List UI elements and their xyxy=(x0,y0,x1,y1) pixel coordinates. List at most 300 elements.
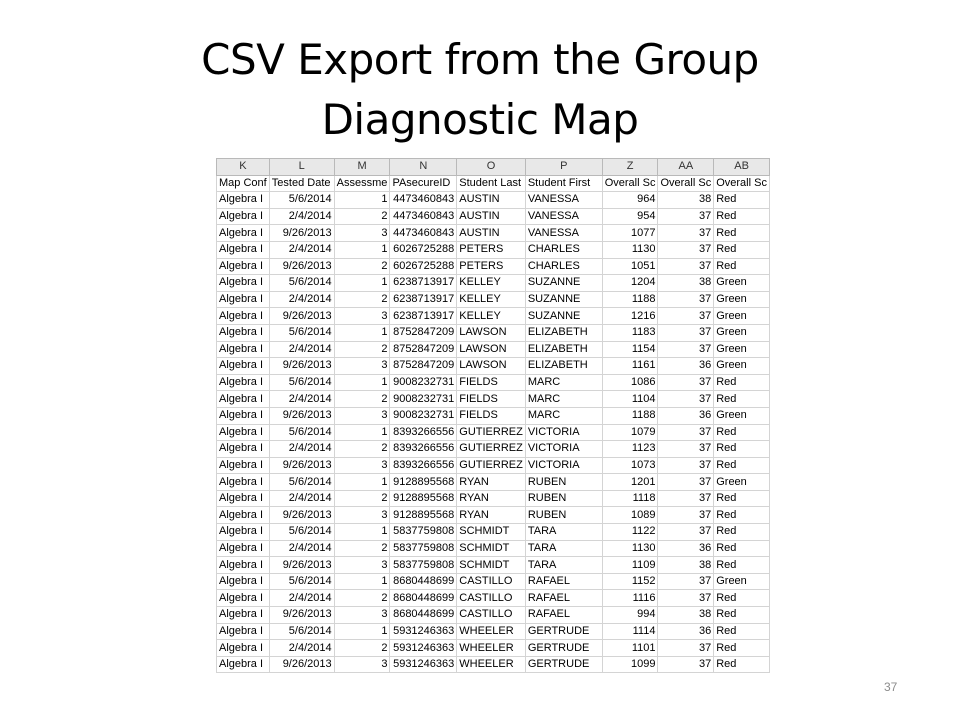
table-cell: Red xyxy=(714,640,770,657)
table-cell: PETERS xyxy=(457,258,526,275)
table-cell: 8393266556 xyxy=(390,441,457,458)
table-cell: 2 xyxy=(334,208,390,225)
table-cell: 9008232731 xyxy=(390,391,457,408)
table-cell: VANESSA xyxy=(525,225,602,242)
table-cell: 1122 xyxy=(602,524,658,541)
table-cell: 1114 xyxy=(602,623,658,640)
table-row xyxy=(217,507,770,524)
table-cell: 4473460843 xyxy=(390,192,457,209)
table-cell: Algebra I xyxy=(217,258,270,275)
table-cell: VICTORIA xyxy=(525,424,602,441)
table-cell: 38 xyxy=(658,557,714,574)
table-cell: 1152 xyxy=(602,573,658,590)
table-cell: WHEELER xyxy=(457,640,526,657)
table-cell: 9/26/2013 xyxy=(269,358,334,375)
column-letter-row xyxy=(217,159,770,176)
table-cell: CASTILLO xyxy=(457,607,526,624)
table-cell: RYAN xyxy=(457,507,526,524)
table-row xyxy=(217,291,770,308)
table-cell: 5/6/2014 xyxy=(269,374,334,391)
table-cell: Algebra I xyxy=(217,424,270,441)
table-cell: 1188 xyxy=(602,407,658,424)
table-cell: 9008232731 xyxy=(390,407,457,424)
table-cell: Green xyxy=(714,291,770,308)
table-cell: 1118 xyxy=(602,490,658,507)
table-row xyxy=(217,424,770,441)
table-cell: RYAN xyxy=(457,490,526,507)
table-cell: 2/4/2014 xyxy=(269,291,334,308)
table-cell: AUSTIN xyxy=(457,208,526,225)
table-cell: 9/26/2013 xyxy=(269,607,334,624)
table-cell: 1154 xyxy=(602,341,658,358)
table-cell: Red xyxy=(714,607,770,624)
table-cell: SUZANNE xyxy=(525,308,602,325)
table-cell: GERTRUDE xyxy=(525,640,602,657)
table-cell: Red xyxy=(714,424,770,441)
table-cell: Red xyxy=(714,590,770,607)
table-cell: Algebra I xyxy=(217,407,270,424)
table-cell: MARC xyxy=(525,374,602,391)
table-cell: Green xyxy=(714,308,770,325)
table-cell: 5931246363 xyxy=(390,656,457,673)
table-cell: KELLEY xyxy=(457,308,526,325)
table-cell: 2/4/2014 xyxy=(269,241,334,258)
header-cell: Tested Date xyxy=(269,175,334,192)
table-cell: 2 xyxy=(334,590,390,607)
table-cell: 37 xyxy=(658,524,714,541)
table-cell: GERTRUDE xyxy=(525,656,602,673)
table-cell: VICTORIA xyxy=(525,457,602,474)
table-cell: 37 xyxy=(658,474,714,491)
table-cell: 1109 xyxy=(602,557,658,574)
table-cell: FIELDS xyxy=(457,407,526,424)
table-row xyxy=(217,457,770,474)
table-cell: ELIZABETH xyxy=(525,358,602,375)
table-cell: 38 xyxy=(658,275,714,292)
table-row xyxy=(217,208,770,225)
table-cell: 5837759808 xyxy=(390,557,457,574)
table-cell: Algebra I xyxy=(217,474,270,491)
table-cell: 2/4/2014 xyxy=(269,640,334,657)
table-cell: 3 xyxy=(334,308,390,325)
table-cell: 5931246363 xyxy=(390,623,457,640)
table-cell: 37 xyxy=(658,341,714,358)
table-cell: 954 xyxy=(602,208,658,225)
table-cell: 1 xyxy=(334,324,390,341)
table-cell: Red xyxy=(714,490,770,507)
column-letter-l: L xyxy=(269,159,334,176)
table-cell: 2 xyxy=(334,341,390,358)
table-cell: 3 xyxy=(334,507,390,524)
table-row xyxy=(217,590,770,607)
table-cell: 1216 xyxy=(602,308,658,325)
table-cell: 8752847209 xyxy=(390,358,457,375)
table-cell: 1089 xyxy=(602,507,658,524)
table-cell: 37 xyxy=(658,308,714,325)
table-cell: 9128895568 xyxy=(390,490,457,507)
table-cell: Red xyxy=(714,441,770,458)
table-row xyxy=(217,192,770,209)
table-cell: Algebra I xyxy=(217,308,270,325)
table-row xyxy=(217,540,770,557)
slide-title xyxy=(0,30,960,150)
table-cell: 9/26/2013 xyxy=(269,225,334,242)
table-cell: 1 xyxy=(334,192,390,209)
table-cell: 9128895568 xyxy=(390,474,457,491)
table-cell: 6238713917 xyxy=(390,291,457,308)
table-row xyxy=(217,258,770,275)
table-cell: 1104 xyxy=(602,391,658,408)
table-cell: 3 xyxy=(334,457,390,474)
table-cell: 1086 xyxy=(602,374,658,391)
table-cell: WHEELER xyxy=(457,656,526,673)
table-cell: 37 xyxy=(658,424,714,441)
column-letter-m: M xyxy=(334,159,390,176)
table-cell: AUSTIN xyxy=(457,225,526,242)
table-cell: 6026725288 xyxy=(390,241,457,258)
table-cell: 3 xyxy=(334,607,390,624)
table-cell: 9/26/2013 xyxy=(269,407,334,424)
table-cell: 9/26/2013 xyxy=(269,457,334,474)
table-cell: 8752847209 xyxy=(390,324,457,341)
table-row xyxy=(217,573,770,590)
table-cell: SCHMIDT xyxy=(457,557,526,574)
table-cell: 37 xyxy=(658,391,714,408)
table-cell: Algebra I xyxy=(217,540,270,557)
table-cell: TARA xyxy=(525,524,602,541)
table-cell: VANESSA xyxy=(525,208,602,225)
table-cell: 9/26/2013 xyxy=(269,557,334,574)
table-cell: 9/26/2013 xyxy=(269,656,334,673)
table-cell: ELIZABETH xyxy=(525,341,602,358)
table-cell: CHARLES xyxy=(525,241,602,258)
table-cell: SUZANNE xyxy=(525,275,602,292)
column-letter-o: O xyxy=(457,159,526,176)
table-cell: MARC xyxy=(525,391,602,408)
table-cell: 964 xyxy=(602,192,658,209)
table-cell: Algebra I xyxy=(217,225,270,242)
table-cell: 3 xyxy=(334,557,390,574)
table-cell: 1 xyxy=(334,275,390,292)
table-cell: 1077 xyxy=(602,225,658,242)
table-cell: 2 xyxy=(334,391,390,408)
table-cell: 5931246363 xyxy=(390,640,457,657)
table-cell: Red xyxy=(714,241,770,258)
table-cell: ELIZABETH xyxy=(525,324,602,341)
table-cell: LAWSON xyxy=(457,324,526,341)
table-row xyxy=(217,241,770,258)
table-cell: PETERS xyxy=(457,241,526,258)
table-row xyxy=(217,225,770,242)
table-cell: 1123 xyxy=(602,441,658,458)
table-cell: 1 xyxy=(334,241,390,258)
column-letter-n: N xyxy=(390,159,457,176)
table-cell: 2/4/2014 xyxy=(269,341,334,358)
header-cell: Assessme xyxy=(334,175,390,192)
table-cell: Red xyxy=(714,391,770,408)
table-row xyxy=(217,607,770,624)
table-cell: 1073 xyxy=(602,457,658,474)
table-cell: KELLEY xyxy=(457,291,526,308)
table-cell: Algebra I xyxy=(217,208,270,225)
table-cell: RAFAEL xyxy=(525,607,602,624)
table-cell: 9/26/2013 xyxy=(269,308,334,325)
table-cell: 1183 xyxy=(602,324,658,341)
table-cell: GUTIERREZ xyxy=(457,424,526,441)
table-cell: Algebra I xyxy=(217,640,270,657)
table-cell: RYAN xyxy=(457,474,526,491)
table-cell: Algebra I xyxy=(217,275,270,292)
table-cell: 38 xyxy=(658,607,714,624)
table-cell: 8752847209 xyxy=(390,341,457,358)
table-cell: Algebra I xyxy=(217,573,270,590)
table-cell: 2/4/2014 xyxy=(269,590,334,607)
table-cell: Algebra I xyxy=(217,590,270,607)
table-cell: 1204 xyxy=(602,275,658,292)
table-row xyxy=(217,623,770,640)
table-cell: 8680448699 xyxy=(390,590,457,607)
table-cell: Green xyxy=(714,474,770,491)
table-cell: 2/4/2014 xyxy=(269,391,334,408)
table-cell: CASTILLO xyxy=(457,573,526,590)
table-cell: 1101 xyxy=(602,640,658,657)
table-cell: 9008232731 xyxy=(390,374,457,391)
table-row xyxy=(217,557,770,574)
table-cell: Red xyxy=(714,524,770,541)
table-cell: Green xyxy=(714,358,770,375)
table-cell: SCHMIDT xyxy=(457,524,526,541)
spreadsheet-table xyxy=(216,158,770,673)
table-cell: 37 xyxy=(658,507,714,524)
table-cell: 2/4/2014 xyxy=(269,208,334,225)
table-cell: Red xyxy=(714,225,770,242)
table-cell: GUTIERREZ xyxy=(457,457,526,474)
table-cell: 36 xyxy=(658,623,714,640)
table-cell: 38 xyxy=(658,192,714,209)
table-cell: Algebra I xyxy=(217,656,270,673)
table-cell: 2 xyxy=(334,490,390,507)
spreadsheet-screenshot xyxy=(216,158,770,678)
table-cell: 37 xyxy=(658,457,714,474)
table-cell: 37 xyxy=(658,208,714,225)
table-cell: AUSTIN xyxy=(457,192,526,209)
table-row xyxy=(217,656,770,673)
table-cell: Algebra I xyxy=(217,507,270,524)
table-cell: 37 xyxy=(658,573,714,590)
table-cell: 1130 xyxy=(602,241,658,258)
table-cell: Algebra I xyxy=(217,341,270,358)
table-cell: 37 xyxy=(658,324,714,341)
table-cell: 5/6/2014 xyxy=(269,192,334,209)
column-letter-aa: AA xyxy=(658,159,714,176)
table-cell: 36 xyxy=(658,540,714,557)
table-cell: 1188 xyxy=(602,291,658,308)
table-cell: Algebra I xyxy=(217,557,270,574)
table-cell: 1 xyxy=(334,623,390,640)
table-cell: Algebra I xyxy=(217,441,270,458)
table-cell: Red xyxy=(714,457,770,474)
table-cell: Red xyxy=(714,208,770,225)
table-row xyxy=(217,407,770,424)
table-cell: 1079 xyxy=(602,424,658,441)
table-cell: 5/6/2014 xyxy=(269,573,334,590)
table-row xyxy=(217,490,770,507)
table-cell: LAWSON xyxy=(457,341,526,358)
table-row xyxy=(217,474,770,491)
table-cell: 1099 xyxy=(602,656,658,673)
table-cell: VANESSA xyxy=(525,192,602,209)
table-cell: 1 xyxy=(334,524,390,541)
table-cell: Algebra I xyxy=(217,324,270,341)
table-row xyxy=(217,640,770,657)
table-cell: 37 xyxy=(658,258,714,275)
table-cell: 3 xyxy=(334,225,390,242)
table-row xyxy=(217,324,770,341)
table-row xyxy=(217,275,770,292)
table-row xyxy=(217,374,770,391)
table-cell: Algebra I xyxy=(217,623,270,640)
table-cell: Green xyxy=(714,573,770,590)
table-cell: TARA xyxy=(525,557,602,574)
table-cell: 5/6/2014 xyxy=(269,275,334,292)
table-cell: 37 xyxy=(658,374,714,391)
table-cell: Algebra I xyxy=(217,607,270,624)
table-cell: FIELDS xyxy=(457,391,526,408)
table-cell: Green xyxy=(714,341,770,358)
column-letter-p: P xyxy=(525,159,602,176)
header-cell: PAsecureID xyxy=(390,175,457,192)
header-cell: Overall Sc xyxy=(602,175,658,192)
table-cell: 37 xyxy=(658,590,714,607)
table-cell: 1201 xyxy=(602,474,658,491)
table-cell: Algebra I xyxy=(217,241,270,258)
table-cell: 1 xyxy=(334,573,390,590)
table-cell: 37 xyxy=(658,490,714,507)
table-cell: 2/4/2014 xyxy=(269,441,334,458)
table-cell: Red xyxy=(714,540,770,557)
table-cell: 2 xyxy=(334,540,390,557)
table-cell: RAFAEL xyxy=(525,573,602,590)
header-row xyxy=(217,175,770,192)
table-row xyxy=(217,308,770,325)
table-cell: Algebra I xyxy=(217,291,270,308)
table-cell: 36 xyxy=(658,407,714,424)
table-cell: Algebra I xyxy=(217,524,270,541)
table-cell: RUBEN xyxy=(525,507,602,524)
table-cell: GUTIERREZ xyxy=(457,441,526,458)
table-cell: RUBEN xyxy=(525,490,602,507)
column-letter-z: Z xyxy=(602,159,658,176)
table-cell: WHEELER xyxy=(457,623,526,640)
table-cell: Algebra I xyxy=(217,192,270,209)
table-cell: 9/26/2013 xyxy=(269,258,334,275)
table-cell: 9/26/2013 xyxy=(269,507,334,524)
table-cell: 1 xyxy=(334,374,390,391)
table-cell: 37 xyxy=(658,441,714,458)
slide-number: 37 xyxy=(884,680,898,694)
table-cell: 2/4/2014 xyxy=(269,540,334,557)
table-cell: CHARLES xyxy=(525,258,602,275)
header-cell: Map Conf xyxy=(217,175,270,192)
table-cell: 36 xyxy=(658,358,714,375)
table-cell: 994 xyxy=(602,607,658,624)
table-cell: 1116 xyxy=(602,590,658,607)
table-cell: VICTORIA xyxy=(525,441,602,458)
header-cell: Overall Sc xyxy=(714,175,770,192)
table-cell: 5/6/2014 xyxy=(269,474,334,491)
table-cell: Red xyxy=(714,374,770,391)
table-cell: Algebra I xyxy=(217,490,270,507)
table-cell: 1 xyxy=(334,424,390,441)
table-row xyxy=(217,358,770,375)
table-cell: Red xyxy=(714,656,770,673)
table-cell: RAFAEL xyxy=(525,590,602,607)
table-cell: Algebra I xyxy=(217,358,270,375)
slide-title-line-2: Diagnostic Map xyxy=(321,95,639,144)
table-cell: 37 xyxy=(658,241,714,258)
table-cell: 8680448699 xyxy=(390,573,457,590)
header-cell: Overall Sc xyxy=(658,175,714,192)
header-cell: Student First xyxy=(525,175,602,192)
table-cell: Red xyxy=(714,258,770,275)
table-cell: 2/4/2014 xyxy=(269,490,334,507)
table-cell: 3 xyxy=(334,656,390,673)
table-cell: Red xyxy=(714,557,770,574)
table-row xyxy=(217,441,770,458)
table-cell: 5/6/2014 xyxy=(269,324,334,341)
table-cell: 2 xyxy=(334,441,390,458)
column-letter-k: K xyxy=(217,159,270,176)
table-cell: Green xyxy=(714,275,770,292)
table-cell: FIELDS xyxy=(457,374,526,391)
table-cell: 37 xyxy=(658,225,714,242)
table-cell: 37 xyxy=(658,291,714,308)
table-cell: 37 xyxy=(658,640,714,657)
table-cell: 3 xyxy=(334,358,390,375)
table-cell: 5837759808 xyxy=(390,540,457,557)
column-letter-ab: AB xyxy=(714,159,770,176)
table-cell: Red xyxy=(714,507,770,524)
table-cell: KELLEY xyxy=(457,275,526,292)
table-cell: 6238713917 xyxy=(390,275,457,292)
table-cell: 37 xyxy=(658,656,714,673)
table-cell: 1051 xyxy=(602,258,658,275)
table-cell: Red xyxy=(714,192,770,209)
table-cell: TARA xyxy=(525,540,602,557)
table-cell: Green xyxy=(714,324,770,341)
table-cell: 2 xyxy=(334,291,390,308)
table-cell: 5/6/2014 xyxy=(269,623,334,640)
table-cell: CASTILLO xyxy=(457,590,526,607)
table-cell: 1161 xyxy=(602,358,658,375)
table-row xyxy=(217,341,770,358)
table-cell: SCHMIDT xyxy=(457,540,526,557)
table-cell: RUBEN xyxy=(525,474,602,491)
table-cell: 5/6/2014 xyxy=(269,524,334,541)
table-cell: 6026725288 xyxy=(390,258,457,275)
table-cell: 8393266556 xyxy=(390,424,457,441)
table-cell: 5/6/2014 xyxy=(269,424,334,441)
table-cell: Algebra I xyxy=(217,391,270,408)
table-cell: GERTRUDE xyxy=(525,623,602,640)
table-cell: 5837759808 xyxy=(390,524,457,541)
table-cell: Algebra I xyxy=(217,457,270,474)
table-row xyxy=(217,391,770,408)
table-cell: 2 xyxy=(334,640,390,657)
table-cell: 8680448699 xyxy=(390,607,457,624)
table-cell: 6238713917 xyxy=(390,308,457,325)
table-cell: 1130 xyxy=(602,540,658,557)
